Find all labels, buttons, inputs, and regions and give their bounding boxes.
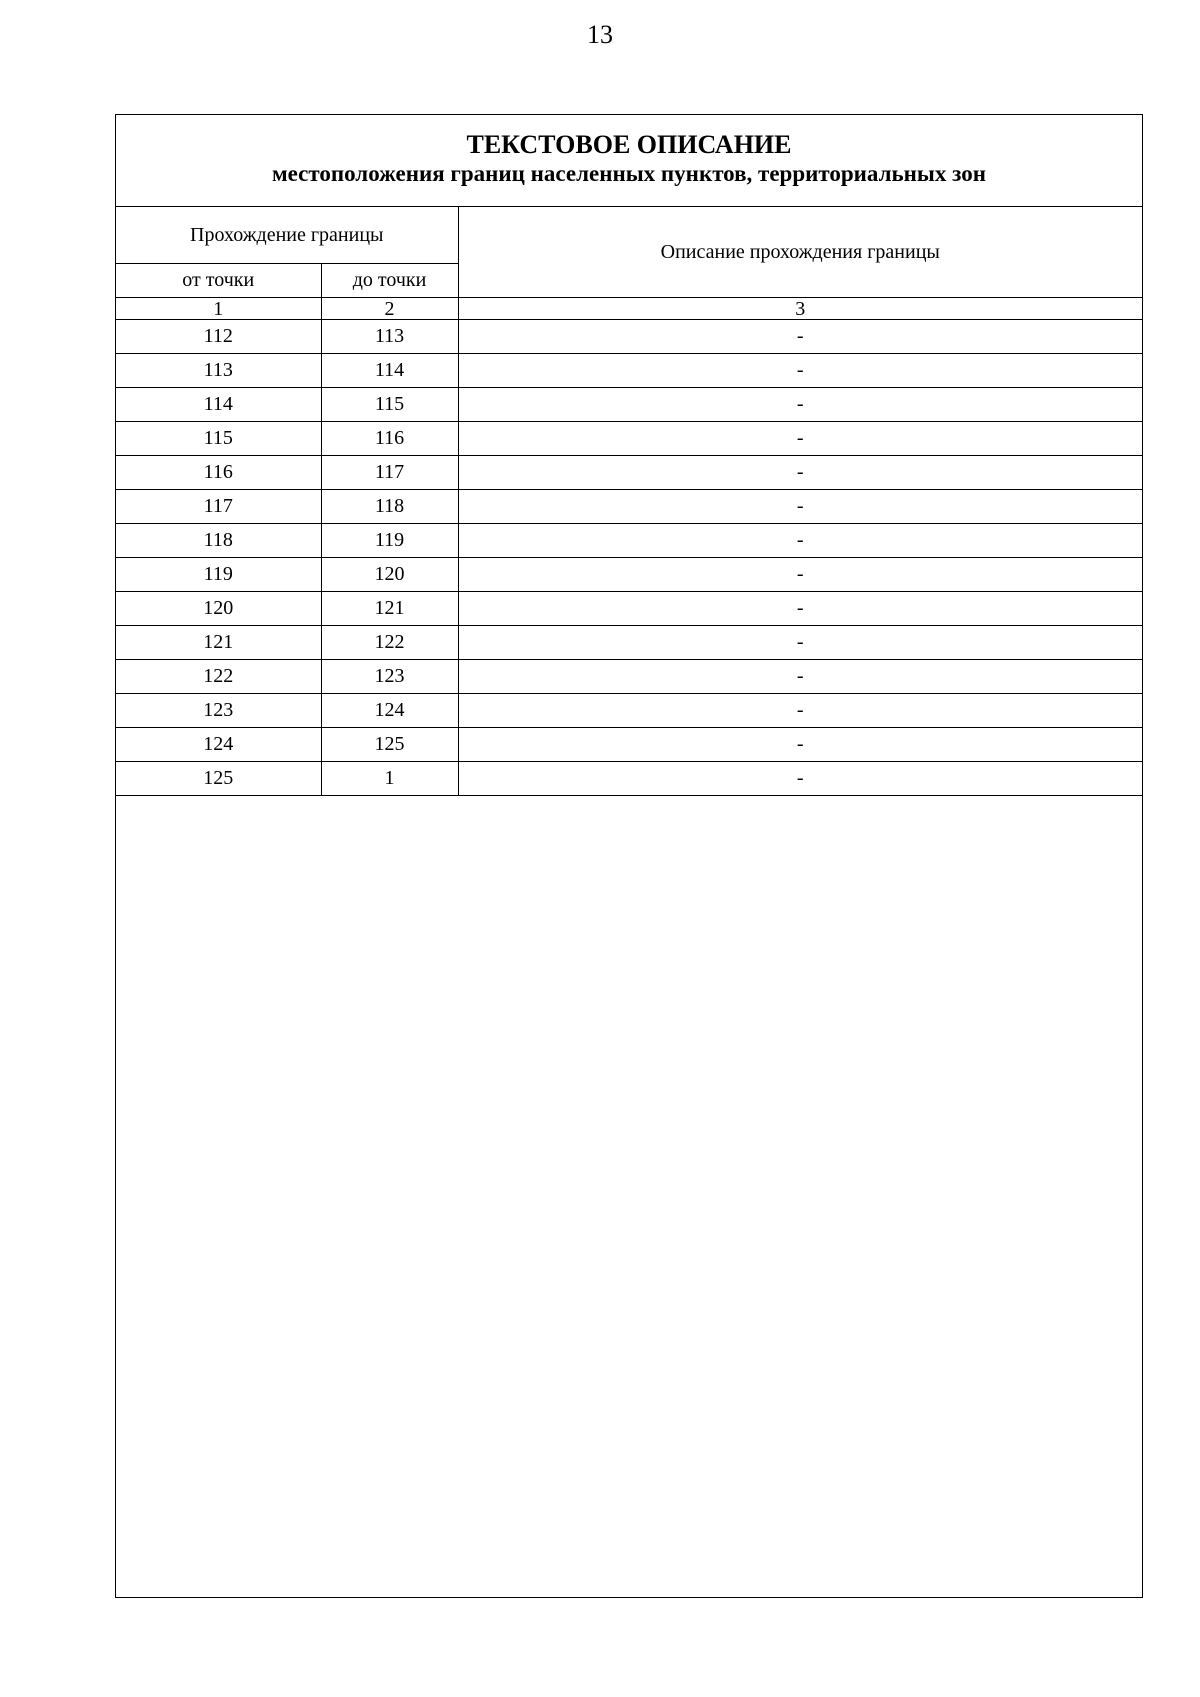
cell-from-point: 113 [116,354,321,388]
cell-description: - [458,694,1142,728]
table-row [116,762,1142,796]
cell-to-point: 1 [321,762,458,796]
cell-to-point: 118 [321,490,458,524]
cell-description: - [458,660,1142,694]
cell-description: - [458,728,1142,762]
cell-to-point: 123 [321,660,458,694]
column-number-3: 3 [458,298,1142,320]
table-row [116,694,1142,728]
table-row [116,558,1142,592]
cell-description: - [458,626,1142,660]
cell-from-point: 116 [116,456,321,490]
boundary-table [116,207,1142,796]
cell-description: - [458,762,1142,796]
table-row [116,490,1142,524]
table-row [116,728,1142,762]
document-title: ТЕКСТОВОЕ ОПИСАНИЕ [466,130,792,159]
cell-to-point: 125 [321,728,458,762]
header-boundary-passage: Прохождение границы [116,207,458,264]
cell-from-point: 115 [116,422,321,456]
table-row [116,524,1142,558]
cell-to-point: 117 [321,456,458,490]
table-row [116,456,1142,490]
cell-to-point: 124 [321,694,458,728]
cell-to-point: 120 [321,558,458,592]
cell-from-point: 122 [116,660,321,694]
cell-from-point: 124 [116,728,321,762]
cell-from-point: 118 [116,524,321,558]
table-row [116,592,1142,626]
cell-from-point: 120 [116,592,321,626]
cell-from-point: 119 [116,558,321,592]
header-to-point: до точки [321,264,458,298]
cell-to-point: 113 [321,320,458,354]
cell-description: - [458,456,1142,490]
cell-to-point: 121 [321,592,458,626]
cell-description: - [458,354,1142,388]
column-number-row [116,298,1142,320]
header-from-point: от точки [116,264,321,298]
table-row [116,626,1142,660]
column-number-2: 2 [321,298,458,320]
cell-from-point: 123 [116,694,321,728]
page-number: 13 [587,20,613,49]
header-description: Описание прохождения границы [458,207,1142,298]
cell-description: - [458,388,1142,422]
cell-from-point: 117 [116,490,321,524]
cell-to-point: 114 [321,354,458,388]
cell-from-point: 125 [116,762,321,796]
title-block [116,115,1142,207]
cell-to-point: 116 [321,422,458,456]
boundary-table-body [116,207,1142,796]
table-row [116,422,1142,456]
cell-to-point: 115 [321,388,458,422]
cell-to-point: 119 [321,524,458,558]
header-row-group [116,207,1142,264]
column-number-1: 1 [116,298,321,320]
table-row [116,388,1142,422]
document-subtitle: местоположения границ населенных пунктов, территориальных зон [272,161,986,186]
table-row [116,320,1142,354]
cell-description: - [458,490,1142,524]
table-row [116,354,1142,388]
cell-from-point: 114 [116,388,321,422]
cell-description: - [458,524,1142,558]
cell-from-point: 112 [116,320,321,354]
cell-description: - [458,592,1142,626]
cell-description: - [458,422,1142,456]
cell-from-point: 121 [116,626,321,660]
cell-description: - [458,558,1142,592]
cell-to-point: 122 [321,626,458,660]
document-frame [115,114,1143,1598]
table-row [116,660,1142,694]
cell-description: - [458,320,1142,354]
